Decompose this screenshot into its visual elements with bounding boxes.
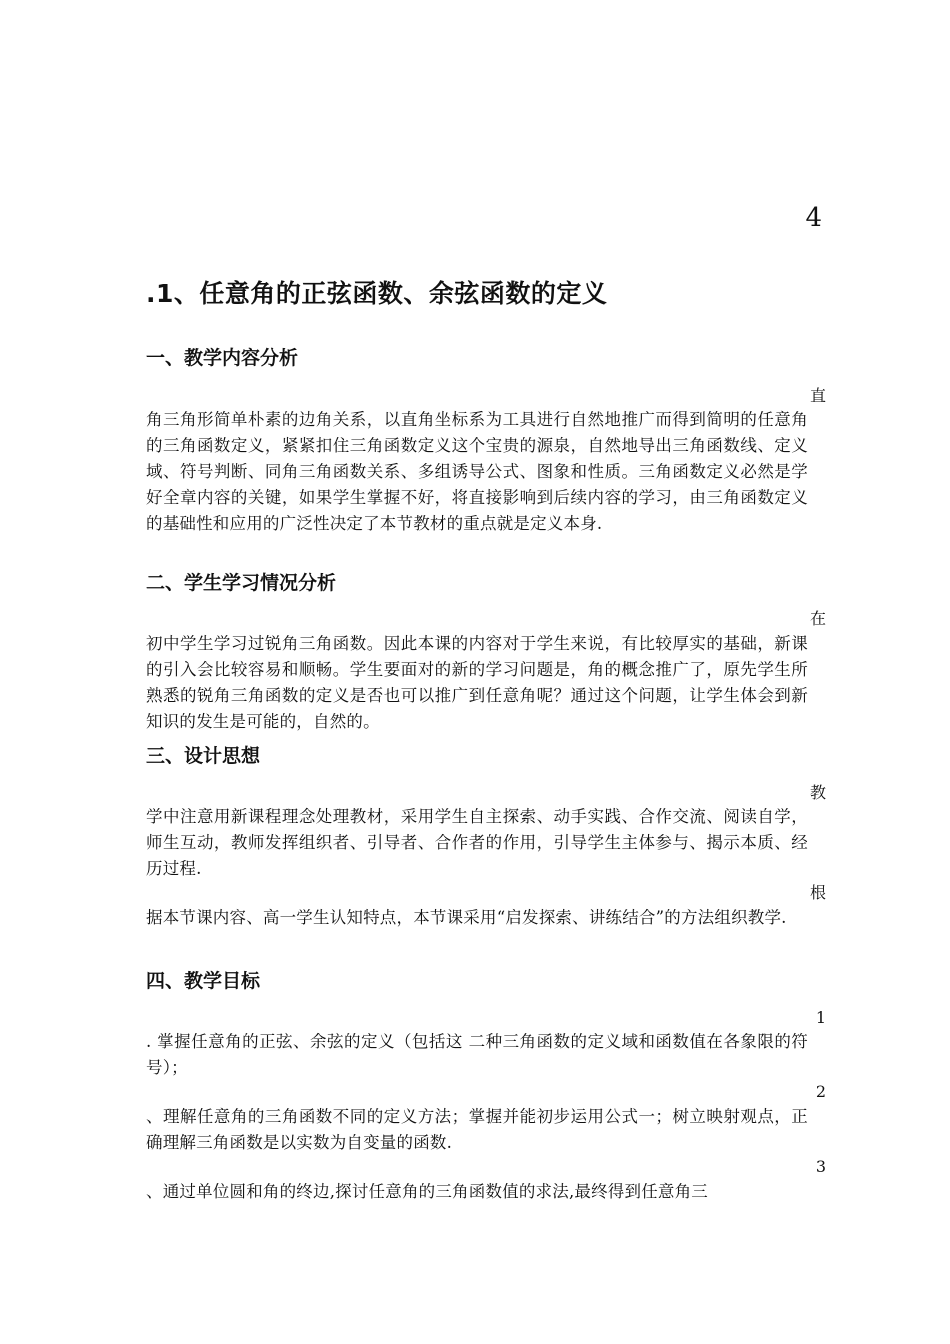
goal-number-3: 3 [815, 1157, 826, 1176]
goal-item-1: . 掌握任意角的正弦、余弦的定义（包括这 二种三角函数的定义域和函数值在各象限的符号）； [146, 1032, 808, 1077]
paragraph-lead-char: 在 [809, 609, 826, 628]
paragraph-lead-char: 根 [809, 883, 826, 902]
paragraph-design-idea-2: 据本节课内容、高一学生认知特点，本节课采用“启发探索、讲练结合”的方法组织教学. [146, 908, 787, 927]
paragraph-design-idea-1: 学中注意用新课程理念处理教材，采用学生自主探索、动手实践、合作交流、阅读自学，师生互动，教师发挥组织者、引导者、合作者的作用，引导学生主体参与、揭示本质、经历过程. [146, 807, 808, 878]
goal-number-1: 1 [815, 1008, 826, 1027]
heading-design-idea: 三、设计思想 [146, 745, 261, 767]
paragraph-lead-char: 直 [809, 386, 826, 405]
goal-number-2: 2 [815, 1082, 826, 1101]
goal-item-2: 、理解任意角的三角函数不同的定义方法；掌握并能初步运用公式一；树立映射观点，正确理解三角函数是以实数为自变量的函数. [146, 1107, 808, 1152]
paragraph-content-analysis: 角三角形简单朴素的边角关系，以直角坐标系为工具进行自然地推广而得到简明的任意角的三角函数定义，紧紧扣住三角函数定义这个宝贵的源泉，自然地导出三角函数线、定义域、符号判断、同角三角函数关系、多组诱导公式、图象和性质。三角函数定义必然是学好全章内容的关键，如果学生掌握不好，将直接影响到后续内容的学习，由三角函数定义的基础性和应用的广泛性决定了本节教材的重点就是定义本身. [146, 410, 808, 533]
heading-content-analysis: 一、教学内容分析 [146, 347, 299, 369]
heading-student-analysis: 二、学生学习情况分析 [146, 572, 337, 594]
paragraph-student-analysis: 初中学生学习过锐角三角函数。因此本课的内容对于学生来说，有比较厚实的基础，新课的引入会比较容易和顺畅。学生要面对的新的学习问题是，角的概念推广了，原先学生所熟悉的锐角三角函数的定义是否也可以推广到任意角呢？通过这个问题，让学生体会到新知识的发生是可能的，自然的。 [146, 634, 808, 731]
goal-item-3: 、通过单位圆和角的终边,探讨任意角的三角函数值的求法,最终得到任意角三 [146, 1182, 708, 1201]
chapter-number: 4 [805, 203, 822, 233]
paragraph-lead-char: 教 [809, 783, 826, 802]
section-title: .1、任意角的正弦函数、余弦函数的定义 [146, 279, 608, 308]
heading-teaching-goals: 四、教学目标 [146, 970, 261, 992]
